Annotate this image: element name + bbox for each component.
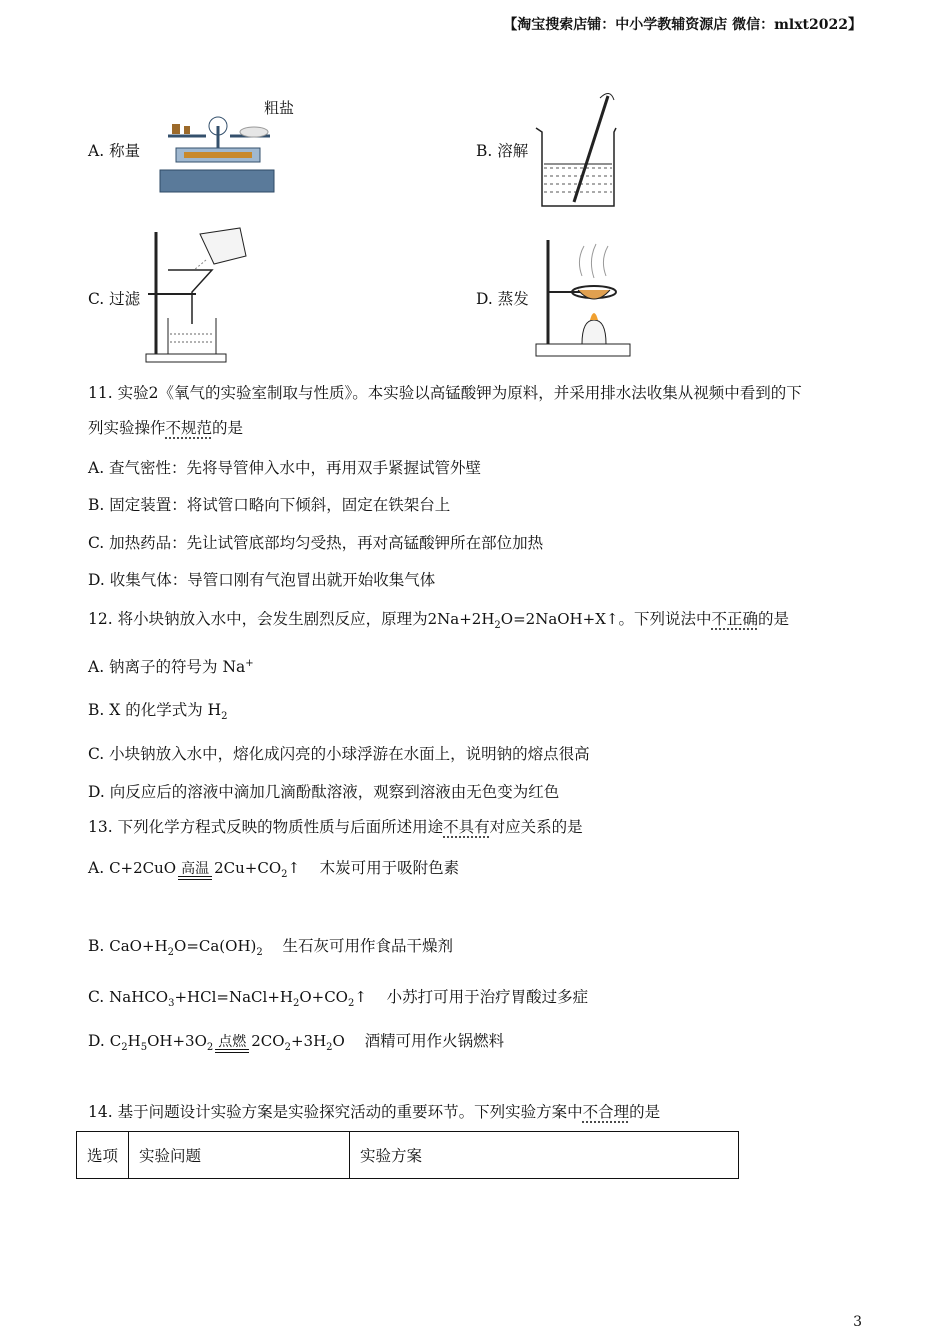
figure-b-caption: B. 溶解 [476, 142, 529, 160]
q13-a-equation: C+2CuO 高温 $2Cu+CO_2↑$ [109, 859, 301, 880]
balance-scale-figure [156, 112, 280, 196]
q11-option-b: B. 固定装置：将试管口略向下倾斜，固定在铁架台上 [88, 496, 451, 514]
q13-option-b: B. $CaO+H_2O=Ca(OH)_2$ 生石灰可用作食品干燥剂 [88, 937, 453, 958]
q11-option-a: A. 查气密性：先将导管伸入水中，再用双手紧握试管外壁 [88, 459, 482, 477]
page-number: 3 [853, 1314, 862, 1330]
beaker-stirring-figure [530, 84, 620, 212]
q13-option-c: C. $NaHCO_3+HCl=NaCl+H_2O+CO_2↑$ 小苏打可用于治疗胃酸过多症 [88, 988, 589, 1009]
q13-emphasis: 不具有 [443, 818, 490, 836]
evaporation-figure [532, 236, 632, 360]
q13-option-a: A. C+2CuO 高温 $2Cu+CO_2↑$ 木炭可用于吸附色素 [88, 859, 460, 880]
q12-option-b: B. X 的化学式为 $H_2$ [88, 701, 228, 723]
figure-d-caption: D. 蒸发 [476, 290, 529, 308]
q13-c-equation: $NaHCO_3+HCl=NaCl+H_2O+CO_2↑$ [109, 988, 367, 1009]
q13-d-equation: $C_2H_5OH+3O_2$ 点燃 $2CO_2+3H_2O$ [109, 1032, 345, 1053]
table-header-question: 实验问题 [129, 1132, 350, 1179]
table-header-row [77, 1132, 739, 1179]
coarse-salt-annotation: 粗盐 [264, 99, 295, 117]
page-header: 【淘宝搜索店铺：中小学教辅资源店 微信：mlxt2022】 [503, 17, 862, 33]
q11-stem-line2: 列实验操作不规范的是 [88, 419, 244, 437]
q12-emphasis: 不正确 [711, 610, 758, 628]
q13-option-d: D. $C_2H_5OH+3O_2$ 点燃 $2CO_2+3H_2O$ 酒精可用作火锅燃料 [88, 1032, 505, 1053]
q12-option-c: C. 小块钠放入水中，熔化成闪亮的小球浮游在水面上，说明钠的熔点很高 [88, 745, 590, 763]
q14-stem: 14. 基于问题设计实验方案是实验探究活动的重要环节。下列实验方案中不合理的是 [88, 1103, 661, 1121]
table-header-plan: 实验方案 [350, 1132, 739, 1179]
q13-b-equation: $CaO+H_2O=Ca(OH)_2$ [109, 937, 263, 958]
q14-emphasis: 不合理 [582, 1103, 630, 1121]
q12-option-a: A. 钠离子的符号为 Na+ [88, 657, 254, 676]
figure-c-caption: C. 过滤 [88, 290, 141, 308]
filtration-figure [142, 226, 250, 366]
figure-a-caption: A. 称量 [88, 142, 141, 160]
table-header-option: 选项 [77, 1132, 129, 1179]
experiment-plan-table [76, 1131, 739, 1179]
q12-stem: 12. 将小块钠放入水中，会发生剧烈反应，原理为$2Na+2H_2O=2NaOH+X↑$。下列说法中不正确的是 [88, 610, 790, 631]
q12-option-d: D. 向反应后的溶液中滴加几滴酚酞溶液，观察到溶液由无色变为红色 [88, 783, 560, 801]
q11-option-d: D. 收集气体：导管口刚有气泡冒出就开始收集气体 [88, 571, 436, 589]
q11-stem-line1: 11. 实验2《氧气的实验室制取与性质》。本实验以高锰酸钾为原料，并采用排水法收集从视频中看到的下 [88, 384, 802, 402]
q11-emphasis: 不规范 [165, 419, 213, 437]
q12-equation: $2Na+2H_2O=2NaOH+X↑$ [427, 610, 619, 631]
q11-option-c: C. 加热药品：先让试管底部均匀受热，再对高锰酸钾所在部位加热 [88, 534, 544, 552]
q13-stem: 13. 下列化学方程式反映的物质性质与后面所述用途不具有对应关系的是 [88, 818, 583, 836]
